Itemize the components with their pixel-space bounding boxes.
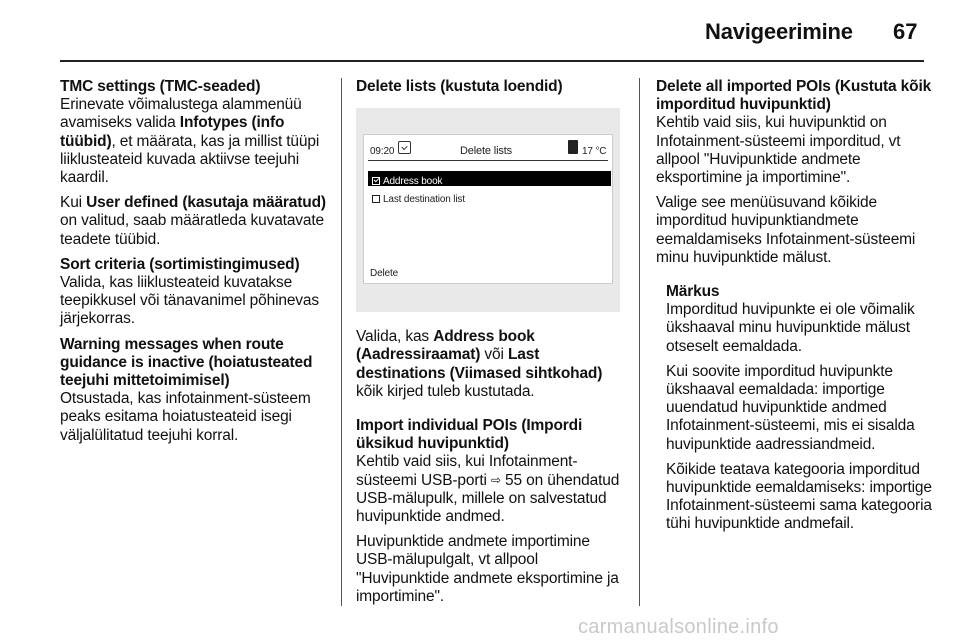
delete-all-pois-text-1: Kehtib vaid siis, kui huvipunktid on Infotainment-süsteemi imporditud, vt allpool "Huvipunktide andmete eksportimine ja importimine". [656, 114, 901, 187]
delete-all-pois-text-2: Valige see menüüsuvand kõikide imporditud huvipunktiandmete eemaldamiseks Infotainment-süsteemi minu huvipunktide mälust. [656, 194, 916, 266]
screen-item-label: Last destination list [383, 194, 465, 206]
column-divider-2 [639, 78, 640, 606]
delete-lists-heading: Delete lists (kustuta loendid) [356, 78, 563, 95]
user-defined-text [60, 194, 335, 249]
infotainment-screen [363, 134, 613, 284]
warning-messages-heading: Warning messages when route guidance is inactive (hoiatusteated teejuhi mittetoimimisel) [60, 335, 313, 390]
column-3 [656, 78, 946, 534]
delete-all-pois-heading: Delete all imported POIs (Kustuta kõik imporditud huvipunktid) [656, 78, 932, 114]
import-pois-heading: Import individual POIs (Impordi üksikud huvipunktid) [356, 417, 583, 453]
column-2 [356, 78, 624, 606]
screen-divider [368, 160, 608, 161]
last-destinations-term: Last destinations (Viimased sihtkohad) [356, 346, 603, 382]
watermark: carmanualsonline.info [578, 616, 779, 638]
text-run: Erinevate võimalustega alammenüü avamiseks valida [60, 96, 302, 132]
infotypes-term: Infotypes (info tüübid) [60, 114, 285, 150]
text-run: , et määrata, kas ja millist tüüpi liiklusteateid kuvada aktiivse teejuhi kaardil. [60, 132, 320, 187]
header-divider [60, 60, 924, 62]
text-run: 55 on ühendatud USB-mälupulk, millele on salvestatud huvipunktide andmed. [356, 471, 620, 526]
screen-item-label: Address book [383, 176, 443, 188]
column-divider-1 [341, 78, 342, 606]
tmc-settings-text [60, 96, 335, 187]
column-1 [60, 78, 335, 445]
note-heading: Märkus [666, 283, 720, 301]
address-book-term: Address book (Aadressiraamat) [356, 328, 535, 364]
checkbox-empty-icon [372, 195, 380, 203]
sort-criteria-text: Valida, kas liiklusteateid kuvatakse teepikkusel või tänavanimel põhinevas järjekorras. [60, 274, 319, 328]
delete-lists-screenshot [356, 108, 620, 312]
tmc-settings-heading: TMC settings (TMC-seaded) [60, 78, 261, 95]
sort-criteria-heading: Sort criteria (sortimistingimused) [60, 255, 300, 273]
note-text-1: Imporditud huvipunkte ei ole võimalik ükshaaval minu huvipunktide mälust otseselt eemaldada. [666, 301, 915, 355]
screen-temperature: 17 °C [582, 146, 607, 158]
import-pois-text-2: Huvipunktide andmete importimine USB-mälupulgalt, vt allpool "Huvipunktide andmete eksportimine ja importimine". [356, 533, 619, 605]
user-defined-term: User defined (kasutaja määratud) [86, 194, 326, 212]
clock-icon [398, 141, 411, 154]
phone-icon [568, 140, 578, 154]
note-text-3: Kõikide teatava kategooria imporditud huvipunktide eemaldamiseks: importige Infotainment-süsteemi sama kategooria tühi huvipunktide andmefail. [666, 460, 932, 533]
warning-messages-text: Otsustada, kas infotainment-süsteem peaks esitama hoiatusteateid isegi väljalülitatud teejuhi korral. [60, 390, 311, 444]
screen-item-last-destination[interactable] [372, 191, 465, 209]
import-pois-text [356, 453, 624, 526]
delete-lists-text [356, 328, 624, 401]
screen-item-address-book[interactable] [368, 171, 611, 186]
text-run: või [480, 346, 508, 364]
text-run: on valitud, saab määratleda kuvatavate teadete tüübid. [60, 212, 324, 248]
note-block [656, 283, 946, 534]
screen-delete-button[interactable]: Delete [370, 268, 399, 280]
text-run: Kui [60, 194, 87, 212]
checkbox-checked-icon [372, 177, 380, 185]
screen-time: 09:20 [370, 146, 395, 158]
page-reference-arrow-icon: ⇨ [490, 472, 501, 487]
note-text-2: Kui soovite imporditud huvipunkte ükshaaval eemaldada: importige uuendatud huvipunktide andmed Infotainment-süsteemi, mis ei sisalda huvipunktide aadressiandmeid. [666, 362, 915, 453]
text-run: Valida, kas [356, 328, 434, 346]
page-number: 67 [893, 19, 918, 44]
text-run: Kehtib vaid siis, kui Infotainment-süsteemi USB-porti [356, 453, 578, 489]
screen-title: Delete lists [460, 145, 512, 158]
text-run: kõik kirjed tuleb kustutada. [356, 382, 535, 400]
page-header-title: Navigeerimine [705, 19, 853, 44]
